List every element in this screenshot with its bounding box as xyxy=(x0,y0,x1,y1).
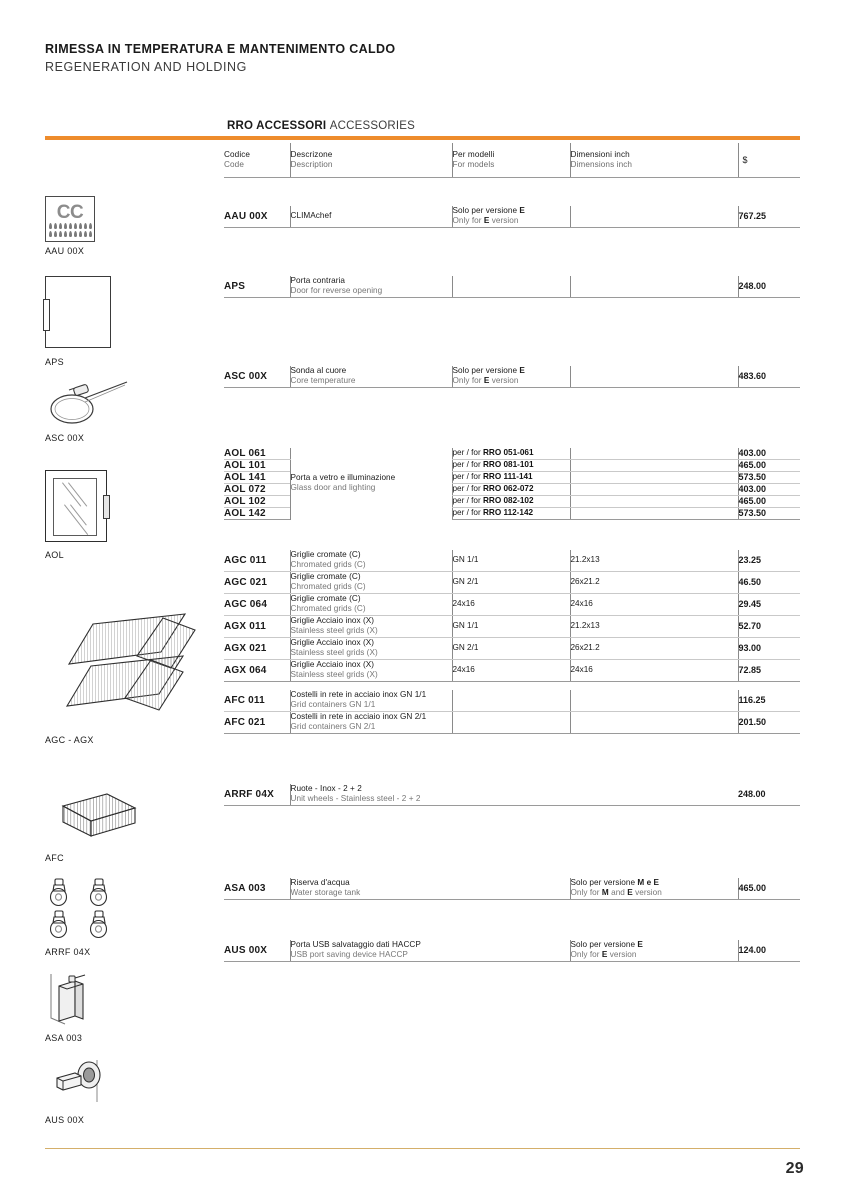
grids-icon xyxy=(45,608,220,731)
table-row xyxy=(224,690,800,712)
cell-description: Riserva d'acqua Water storage tank xyxy=(290,878,570,900)
figure-label-aps: APS xyxy=(45,357,64,367)
cell-models: per / for RRO 051-061 xyxy=(452,448,570,460)
cell-dimensions xyxy=(570,276,738,298)
section-code: RRO ACCESSORI xyxy=(227,120,327,132)
cell-models: Solo per versione E Only for E version xyxy=(452,366,570,388)
section-label: ACCESSORIES xyxy=(329,120,415,132)
cell-dimensions xyxy=(570,366,738,388)
cell-code: AOL 061 xyxy=(224,448,290,460)
figure-aol xyxy=(45,470,220,560)
figure-label-arrf: ARRF 04X xyxy=(45,947,91,957)
figure-aus xyxy=(45,1058,220,1125)
cell-models xyxy=(452,711,570,733)
figure-label-asa: ASA 003 xyxy=(45,1033,83,1043)
table-row xyxy=(224,615,800,637)
cell-description: Griglie cromate (C) Chromated grids (C) xyxy=(290,571,452,593)
table-row xyxy=(224,550,800,572)
cell-models: Solo per versione M e E Only for M and E version xyxy=(570,878,738,900)
cell-code: ASC 00X xyxy=(224,366,290,388)
cell-dimensions: 21.2x13 xyxy=(570,550,738,572)
cell-code: AOL 072 xyxy=(224,483,290,495)
cell-price: 248.00 xyxy=(738,276,800,298)
cell-description: Griglie Acciaio inox (X) Stainless steel grids (X) xyxy=(290,615,452,637)
figure-label-aus: AUS 00X xyxy=(45,1115,85,1125)
cell-dimensions xyxy=(570,448,738,460)
figure-label-agc-agx: AGC - AGX xyxy=(45,735,94,745)
grid-container-icon xyxy=(45,790,220,851)
cell-description: Porta USB salvataggio dati HACCP USB port saving device HACCP xyxy=(290,940,570,962)
cell-code: AOL 101 xyxy=(224,459,290,471)
table-row xyxy=(224,571,800,593)
cell-dimensions xyxy=(570,784,738,806)
cell-code: AGC 064 xyxy=(224,593,290,615)
cell-price: 29.45 xyxy=(738,593,800,615)
header-cell-description: Descrizone Description xyxy=(290,143,452,177)
cell-models xyxy=(452,690,570,712)
figure-aau xyxy=(45,196,220,256)
header-cell-dimensions: Dimensioni inch Dimensions inch xyxy=(570,143,738,177)
usb-port-icon xyxy=(45,1058,220,1109)
cell-models: GN 1/1 xyxy=(452,615,570,637)
figure-afc xyxy=(45,790,220,863)
cell-description-merged: Porta a vetro e illuminazione Glass door and lighting xyxy=(290,448,452,520)
cell-dimensions: 24x16 xyxy=(570,593,738,615)
cell-code: AGX 064 xyxy=(224,659,290,681)
cell-code: AUS 00X xyxy=(224,940,290,962)
cell-description: Sonda al cuore Core temperature xyxy=(290,366,452,388)
table-row xyxy=(224,276,800,298)
table-row xyxy=(224,448,800,460)
cell-price: 201.50 xyxy=(738,711,800,733)
figure-aps xyxy=(45,276,220,367)
cell-models: GN 2/1 xyxy=(452,637,570,659)
climachef-cc-icon: CC xyxy=(45,196,220,242)
cell-price: 573.50 xyxy=(738,507,800,519)
page-title-english: REGENERATION AND HOLDING xyxy=(45,60,247,74)
cell-code: AFC 011 xyxy=(224,690,290,712)
cell-price: 465.00 xyxy=(738,459,800,471)
header-cell-models: Per modelli For models xyxy=(452,143,570,177)
accessories-table xyxy=(224,143,800,962)
page-header xyxy=(45,42,805,75)
cell-dimensions xyxy=(570,690,738,712)
figure-arrf xyxy=(45,878,220,957)
cell-description: CLIMAchef xyxy=(290,206,452,228)
cell-models xyxy=(452,276,570,298)
cell-price: 46.50 xyxy=(738,571,800,593)
figure-asa xyxy=(45,972,220,1043)
cell-models: per / for RRO 112-142 xyxy=(452,507,570,519)
footer-rule xyxy=(45,1148,800,1149)
cell-models: 24x16 xyxy=(452,593,570,615)
cell-models xyxy=(452,784,570,806)
cell-description: Ruote - Inox - 2 + 2 Unit wheels - Stainless steel - 2 + 2 xyxy=(290,784,452,806)
table-row xyxy=(224,711,800,733)
wheels-icon xyxy=(45,878,220,945)
cell-price: 403.00 xyxy=(738,483,800,495)
cell-code: AAU 00X xyxy=(224,206,290,228)
cell-price: 465.00 xyxy=(738,495,800,507)
cell-dimensions xyxy=(570,483,738,495)
header-cell-price: $ xyxy=(738,143,800,177)
cell-models: per / for RRO 082-102 xyxy=(452,495,570,507)
cell-dimensions xyxy=(570,507,738,519)
cell-dimensions: 26x21.2 xyxy=(570,637,738,659)
cell-dimensions: 21.2x13 xyxy=(570,615,738,637)
cell-models: Solo per versione E Only for E version xyxy=(452,206,570,228)
cell-code: AGX 021 xyxy=(224,637,290,659)
cell-code: APS xyxy=(224,276,290,298)
page-title-italian: RIMESSA IN TEMPERATURA E MANTENIMENTO CALDO xyxy=(45,42,396,56)
cell-description: Porta contraria Door for reverse opening xyxy=(290,276,452,298)
cell-price: 93.00 xyxy=(738,637,800,659)
cell-price: 248.00 xyxy=(738,784,800,806)
cell-dimensions: 24x16 xyxy=(570,659,738,681)
cell-code: ASA 003 xyxy=(224,878,290,900)
cell-models: GN 2/1 xyxy=(452,571,570,593)
cell-code: AGC 021 xyxy=(224,571,290,593)
cell-dimensions xyxy=(570,471,738,483)
cell-models: Solo per versione E Only for E version xyxy=(570,940,738,962)
cell-models: per / for RRO 081-101 xyxy=(452,459,570,471)
cell-price: 23.25 xyxy=(738,550,800,572)
water-tank-icon xyxy=(45,972,220,1031)
cell-dimensions: 26x21.2 xyxy=(570,571,738,593)
figure-label-asc: ASC 00X xyxy=(45,433,85,443)
cell-price: 124.00 xyxy=(738,940,800,962)
reverse-door-icon xyxy=(45,276,220,348)
cell-dimensions xyxy=(570,459,738,471)
cell-price: 767.25 xyxy=(738,206,800,228)
cell-code: AOL 141 xyxy=(224,471,290,483)
cell-code: AFC 021 xyxy=(224,711,290,733)
cell-models: GN 1/1 xyxy=(452,550,570,572)
table-row xyxy=(224,206,800,228)
cell-code: AGX 011 xyxy=(224,615,290,637)
core-probe-icon xyxy=(45,380,220,431)
cell-models: per / for RRO 062-072 xyxy=(452,483,570,495)
table-row xyxy=(224,940,800,962)
cell-models: 24x16 xyxy=(452,659,570,681)
accent-bar xyxy=(45,136,800,140)
table-header-row xyxy=(224,143,800,177)
table-row xyxy=(224,784,800,806)
cell-description: Costelli in rete in acciaio inox GN 2/1 Grid containers GN 2/1 xyxy=(290,711,452,733)
figure-label-aol: AOL xyxy=(45,550,64,560)
cell-price: 483.60 xyxy=(738,366,800,388)
page-number: 29 xyxy=(785,1160,804,1177)
cell-models: per / for RRO 111-141 xyxy=(452,471,570,483)
table-row xyxy=(224,593,800,615)
figure-label-afc: AFC xyxy=(45,853,64,863)
cell-code: ARRF 04X xyxy=(224,784,290,806)
cell-code: AGC 011 xyxy=(224,550,290,572)
cell-price: 72.85 xyxy=(738,659,800,681)
cell-description: Costelli in rete in acciaio inox GN 1/1 Grid containers GN 1/1 xyxy=(290,690,452,712)
header-cell-code: Codice Code xyxy=(224,143,290,177)
cell-description: Griglie cromate (C) Chromated grids (C) xyxy=(290,550,452,572)
cell-price: 52.70 xyxy=(738,615,800,637)
cell-price: 465.00 xyxy=(738,878,800,900)
cell-description: Griglie Acciaio inox (X) Stainless steel grids (X) xyxy=(290,659,452,681)
table-row xyxy=(224,878,800,900)
section-title xyxy=(227,120,415,132)
cell-dimensions xyxy=(570,206,738,228)
table-row xyxy=(224,637,800,659)
cell-code: AOL 142 xyxy=(224,507,290,519)
figure-asc xyxy=(45,380,220,443)
glass-door-icon xyxy=(45,470,220,542)
cell-description: Griglie Acciaio inox (X) Stainless steel grids (X) xyxy=(290,637,452,659)
cell-dimensions xyxy=(570,495,738,507)
cell-price: 116.25 xyxy=(738,690,800,712)
table-row xyxy=(224,366,800,388)
cell-price: 573.50 xyxy=(738,471,800,483)
cell-price: 403.00 xyxy=(738,448,800,460)
figure-agc-agx xyxy=(45,608,220,745)
table-row xyxy=(224,659,800,681)
figure-label-aau: AAU 00X xyxy=(45,246,85,256)
cell-dimensions xyxy=(570,711,738,733)
cell-code: AOL 102 xyxy=(224,495,290,507)
cell-description: Griglie cromate (C) Chromated grids (C) xyxy=(290,593,452,615)
